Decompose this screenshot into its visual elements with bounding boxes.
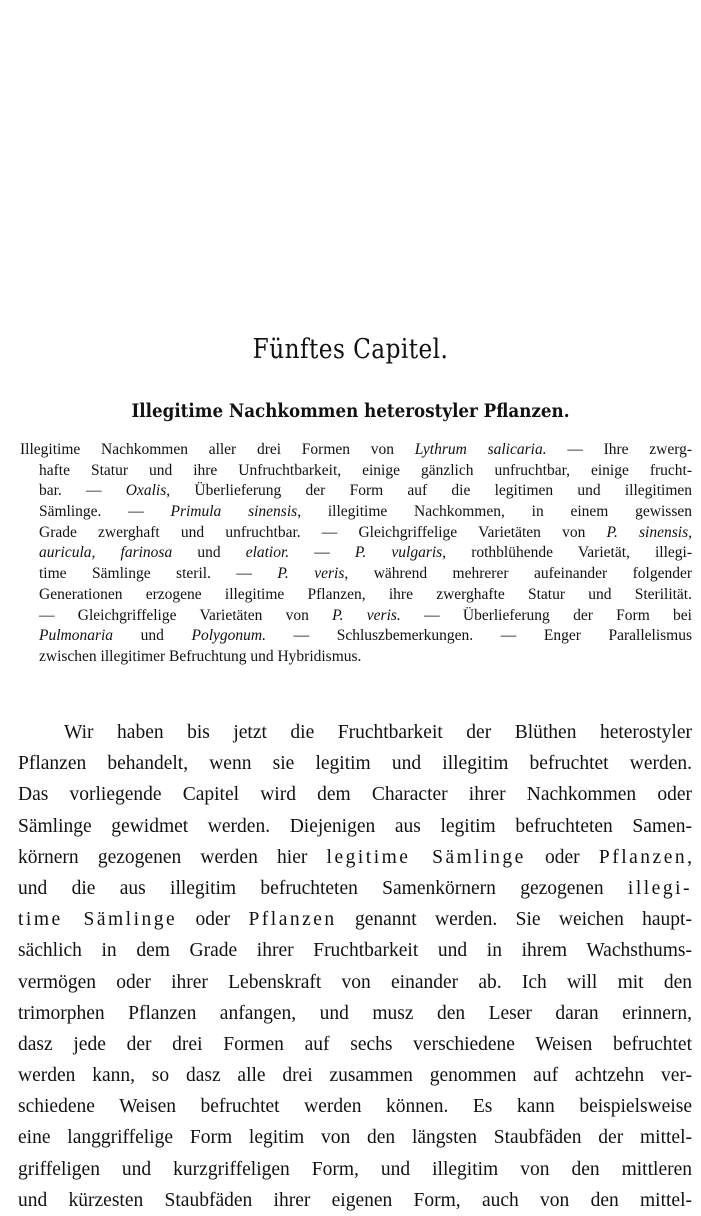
body-line: trimorphen Pflanzen anfangen, und musz den Leser daran erinnern,: [18, 1002, 692, 1024]
body-line: Pflanzen behandelt, wenn sie legitim und illegitim befruchtet werden.: [18, 753, 692, 775]
summary-line: zwischen illegitimer Befruchtung und Hybridismus.: [39, 647, 362, 665]
body-line: Wir haben bis jetzt die Fruchtbarkeit der Blüthen heterostyler: [64, 722, 692, 743]
summary-line: bar. — Oxalis, Überlieferung der Form auf die legitimen und illegitimen: [39, 482, 693, 500]
summary-line: hafte Statur und ihre Unfruchtbarkeit, einige gänzlich unfruchtbar, einige frucht-: [39, 461, 692, 479]
summary-line: Grade zwerghaft und unfruchtbar. — Gleichgriffelige Varietäten von P. sinensis,: [39, 523, 692, 541]
summary-line: auricula, farinosa und elatior. — P. vulgaris, rothblühende Varietät, illegi-: [39, 544, 693, 562]
body-line: und die aus illegitim befruchteten Samenkörnern gezogenen illegi-: [18, 877, 692, 899]
body-line: time Sämlinge oder Pflanzen genannt werden. Sie weichen haupt-: [18, 909, 692, 931]
summary-line: — Gleichgriffelige Varietäten von P. veris. — Überlieferung der Form bei: [39, 606, 692, 624]
body-line: griffeligen und kurzgriffeligen Form, und illegitim von den mittleren: [18, 1158, 692, 1180]
summary-line: Pulmonaria und Polygonum. — Schluszbemerkungen. — Enger Parallelismus: [39, 627, 693, 645]
body-line: sächlich in dem Grade ihrer Fruchtbarkeit und in ihrem Wachsthums-: [18, 940, 692, 962]
body-line: vermögen oder ihrer Lebenskraft von einander ab. Ich will mit den: [18, 971, 692, 993]
body-line: Das vorliegende Capitel wird dem Character ihrer Nachkommen oder: [18, 784, 692, 806]
body-line: eine langgriffelige Form legitim von den längsten Staubfäden der mittel-: [18, 1127, 692, 1149]
body-line: werden kann, so dasz alle drei zusammen genommen auf achtzehn ver-: [18, 1065, 692, 1087]
chapter-title: Fünftes Capitel.: [252, 334, 449, 365]
body-line: körnern gezogenen werden hier legitime Sämlinge oder Pflanzen,: [18, 846, 692, 868]
body-line: und kürzesten Staubfäden ihrer eigenen Form, auch von den mittel-: [18, 1189, 692, 1211]
body-paragraph: [18, 717, 692, 1216]
summary-line: Illegitime Nachkommen aller drei Formen von Lythrum salicaria. — Ihre zwerg-: [20, 441, 693, 458]
body-line: schiedene Weisen befruchtet werden können. Es kann beispielsweise: [18, 1096, 692, 1118]
body-line: dasz jede der drei Formen auf sechs verschiedene Weisen befruchtet: [18, 1033, 692, 1055]
summary-line: Sämlinge. — Primula sinensis, illegitime Nachkommen, in einem gewissen: [39, 503, 692, 521]
chapter-subtitle: Illegitime Nachkommen heterostyler Pflanzen.: [131, 400, 570, 422]
chapter-summary: [20, 440, 692, 668]
summary-line: time Sämlinge steril. — P. veris, während mehrerer aufeinander folgender: [39, 565, 692, 583]
body-line: Sämlinge gewidmet werden. Diejenigen aus legitim befruchteten Samen-: [18, 815, 692, 837]
summary-line: Generationen erzogene illegitime Pflanzen, ihre zwerghafte Statur und Sterilität.: [39, 585, 692, 603]
